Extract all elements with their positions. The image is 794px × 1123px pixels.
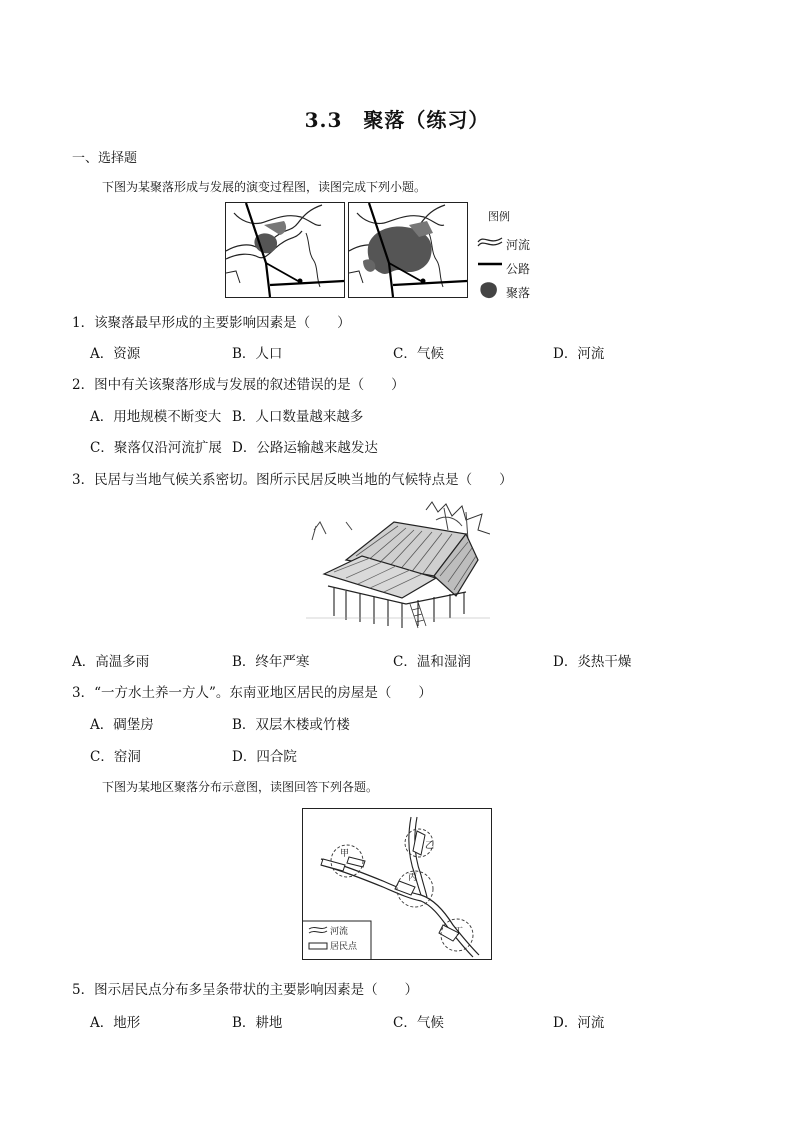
question-2-option-b[interactable]: B．人口数量越来越多 <box>232 409 364 425</box>
intro-text-1: 下图为某聚落形成与发展的演变过程图，读图完成下列小题。 <box>102 180 427 194</box>
question-5-option-b[interactable]: B．耕地 <box>232 1015 283 1031</box>
river-legend-icon <box>476 232 504 248</box>
question-3-option-b[interactable]: B．终年严寒 <box>232 654 310 670</box>
page-title: 3.3 聚落（练习） <box>304 108 490 132</box>
legend-title: 图例 <box>488 210 510 223</box>
question-1-option-b[interactable]: B．人口 <box>232 346 283 362</box>
map-label-jia: 甲 <box>340 849 350 859</box>
question-3-option-d[interactable]: D．炎热干燥 <box>553 654 632 670</box>
question-4-option-b[interactable]: B．双层木楼或竹楼 <box>232 717 350 733</box>
question-1-stem: 1．该聚落最早形成的主要影响因素是（ ） <box>72 315 351 331</box>
legend-settlement-label: 聚落 <box>506 286 531 300</box>
settlement-map-stage-2 <box>348 202 468 298</box>
question-2-option-c[interactable]: C．聚落仅沿河流扩展 <box>90 440 222 456</box>
question-5-option-a[interactable]: A．地形 <box>90 1015 141 1031</box>
question-3-option-a[interactable]: A．高温多雨 <box>72 654 150 670</box>
intro-text-2: 下图为某地区聚落分布示意图，读图回答下列各题。 <box>102 780 379 794</box>
question-2-option-d[interactable]: D．公路运输越来越发达 <box>232 440 378 456</box>
question-1-option-c[interactable]: C．气候 <box>393 346 444 362</box>
map-label-yi: 乙 <box>425 841 435 851</box>
stilt-house-image <box>306 500 490 630</box>
question-2-stem: 2．图中有关该聚落形成与发展的叙述错误的是（ ） <box>72 377 405 393</box>
section-heading: 一、选择题 <box>72 151 138 166</box>
question-2-option-a[interactable]: A．用地规模不断变大 <box>90 409 222 425</box>
question-4-option-d[interactable]: D．四合院 <box>232 749 297 765</box>
map-legend-settlement-label: 居民点 <box>330 942 358 952</box>
question-3-stem: 3．民居与当地气候关系密切。图所示民居反映当地的气候特点是（ ） <box>72 472 513 488</box>
settlement-legend-icon <box>478 280 500 300</box>
road-legend-icon <box>476 256 504 272</box>
question-3-option-c[interactable]: C．温和湿润 <box>393 654 471 670</box>
map-label-bing: 丙 <box>408 873 418 883</box>
question-4-option-c[interactable]: C．窑洞 <box>90 749 141 765</box>
legend-river-label: 河流 <box>506 238 531 252</box>
question-5-stem: 5．图示居民点分布多呈条带状的主要影响因素是（ ） <box>72 982 419 998</box>
legend-road-label: 公路 <box>506 262 531 276</box>
question-5-option-c[interactable]: C．气候 <box>393 1015 444 1031</box>
question-5-option-d[interactable]: D．河流 <box>553 1015 605 1031</box>
question-4-stem: 3．“一方水土养一方人”。东南亚地区居民的房屋是（ ） <box>72 685 432 701</box>
question-1-option-a[interactable]: A．资源 <box>90 346 141 362</box>
settlement-map-stage-1 <box>225 202 345 298</box>
question-1-option-d[interactable]: D．河流 <box>553 346 605 362</box>
map-legend-river-label: 河流 <box>330 927 349 937</box>
settlement-distribution-map <box>302 808 492 960</box>
map-label-ding: 丁 <box>454 927 464 937</box>
question-4-option-a[interactable]: A．碉堡房 <box>90 717 154 733</box>
